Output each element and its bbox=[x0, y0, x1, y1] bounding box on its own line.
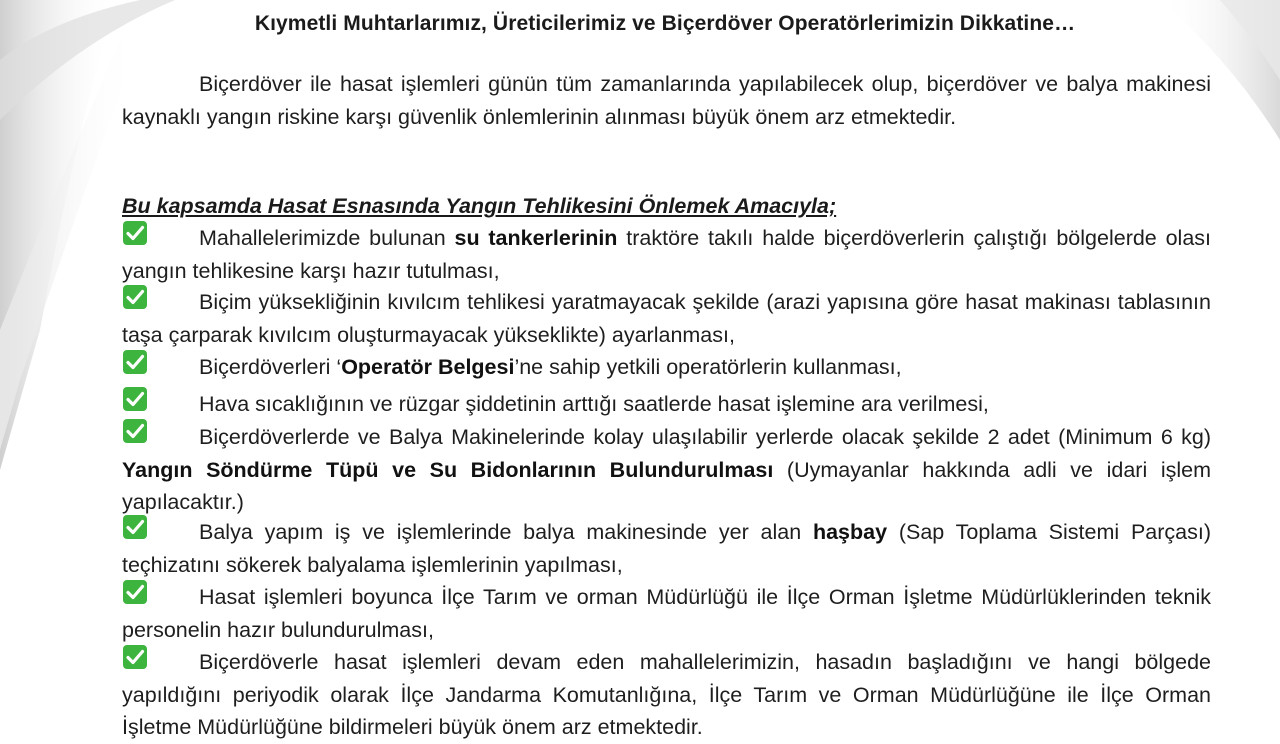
list-item: Biçerdöverleri ‘Operatör Belgesi’ne sahip yetkili operatörlerin kullanması, bbox=[199, 355, 902, 379]
list-item: Hava sıcaklığının ve rüzgar şiddetinin arttığı saatlerde hasat işlemine ara verilmesi, bbox=[199, 392, 989, 416]
list-item: Biçerdöverlerde ve Balya Makinelerinde kolay ulaşılabilir yerlerde olacak şekilde 2 adet (Minimum 6 kg) Yangın Söndürme Tüpü ve Su Bidonlarının Bulundurulması (Uymayanlar hakkında adli ve idari işlem yapılacaktır.) bbox=[122, 425, 1211, 514]
list-item: Mahallelerimizde bulunan su tankerlerinin traktöre takılı halde biçerdöverlerin çalıştığı bölgelerde olası yangın tehlikesine karşı hazır tutulması, bbox=[122, 226, 1211, 283]
list-item: Hasat işlemleri boyunca İlçe Tarım ve orman Müdürlüğü ile İlçe Orman İşletme Müdürlüklerinden teknik personelin hazır bulundurulması, bbox=[122, 585, 1211, 642]
section-heading: Bu kapsamda Hasat Esnasında Yangın Tehlikesini Önlemek Amacıyla; bbox=[122, 194, 837, 218]
intro-text: Biçerdöver ile hasat işlemleri günün tüm zamanlarında yapılabilecek olup, biçerdöver ve balya makinesi kaynaklı yangın riskine karşı güvenlik önlemlerinin alınması büyük önem arz etmektedir. bbox=[122, 72, 1211, 129]
intro-paragraph bbox=[122, 68, 1211, 133]
page-title: Kıymetli Muhtarlarımız, Üreticilerimiz ve Biçerdöver Operatörlerimizin Dikkatine… bbox=[254, 12, 1076, 35]
list-item: Balya yapım iş ve işlemlerinde balya makinesinde yer alan haşbay (Sap Toplama Sistemi Parçası) teçhizatını sökerek balyalama işlemlerinin yapılması, bbox=[122, 520, 1211, 577]
list-item: Biçerdöverle hasat işlemleri devam eden mahallelerimizin, hasadın başladığını ve hangi bölgede yapıldığını periyodik olarak İlçe Jandarma Komutanlığına, İlçe Tarım ve Orman Müdürlüğüne ile İlçe Orman İşletme Müdürlüğüne bildirmeleri büyük önem arz etmektedir. bbox=[122, 650, 1211, 739]
list-item: Biçim yüksekliğinin kıvılcım tehlikesi yaratmayacak şekilde (arazi yapısına göre hasat makinası tablasının taşa çarparak kıvılcım oluşturmayacak yükseklikte) ayarlanması, bbox=[122, 290, 1211, 347]
